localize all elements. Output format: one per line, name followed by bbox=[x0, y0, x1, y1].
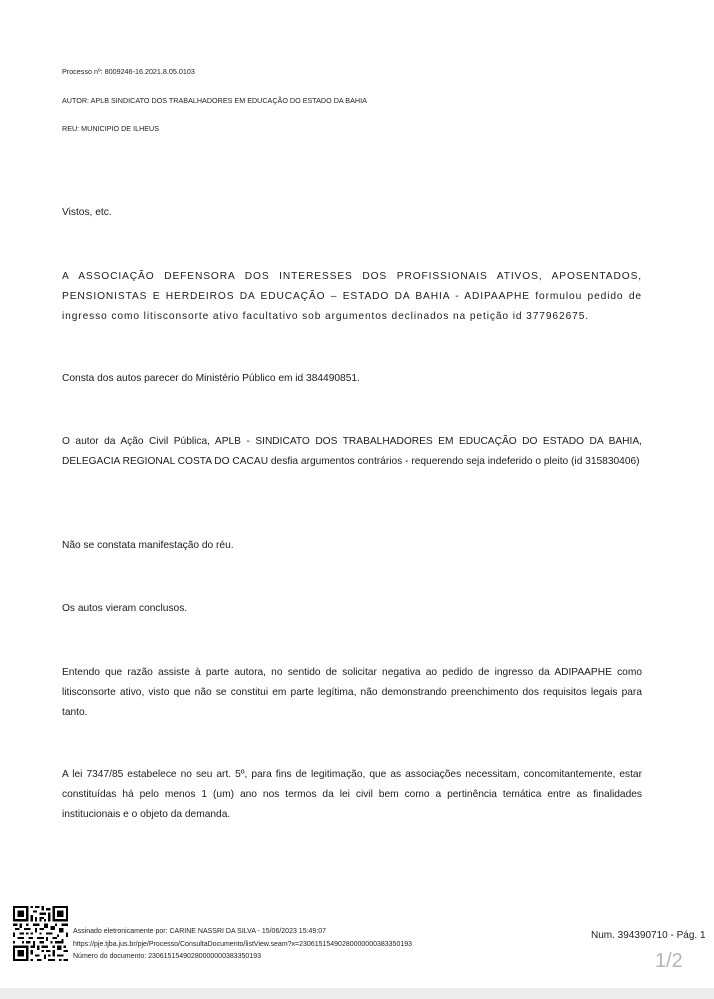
paragraph-decision-reasoning: Entendo que razão assiste à parte autora, no sentido de solicitar negativa ao pedido de ingresso da ADIPAAPHE como litisconsorte ativo, visto que não se constitui em parte legítima, não demonstrando preenchimento dos requisitos legais para tanto. bbox=[62, 667, 642, 718]
signature-line: Assinado eletronicamente por: CARINE NASSRI DA SILVA - 15/06/2023 15:49:07 bbox=[73, 928, 327, 935]
process-number: Processo nº: 8009246-16.2021.8.05.0103 bbox=[62, 67, 195, 76]
qr-code-icon bbox=[13, 906, 68, 961]
paragraph-adipaaphe-request: A ASSOCIAÇÃO DEFENSORA DOS INTERESSES DOS PROFISSIONAIS ATIVOS, APOSENTADOS, PENSIONISTAS E HERDEIROS DA EDUCAÇÃO – ESTADO DA BAHIA - ADIPAAPHE formulou pedido de ingresso como litisconsorte ativo facultativo sob argumentos declinados na petição id 377962675. bbox=[62, 271, 642, 322]
plaintiff-line: AUTOR: APLB SINDICATO DOS TRABALHADORES EM EDUCAÇÃO DO ESTADO DA BAHIA bbox=[62, 96, 367, 105]
document-url-link[interactable]: https://pje.tjba.jus.br/pje/Processo/ConsultaDocumento/listView.seam?x=23061515490280000000383350193 bbox=[73, 941, 413, 948]
paragraph-lei-7347: A lei 7347/85 estabelece no seu art. 5º, para fins de legitimação, que as associações necessitam, concomitantemente, estar constituídas há pelo menos 1 (um) ano nos termos da lei civil bem como a pertinência temática entre as finalidades institucionais e o objeto da demanda. bbox=[62, 769, 642, 820]
bottom-bar bbox=[0, 988, 714, 999]
paragraph-conclusos: Os autos vieram conclusos. bbox=[62, 603, 188, 614]
defendant-line: REU: MUNICIPIO DE ILHEUS bbox=[62, 124, 160, 133]
vistos-line: Vistos, etc. bbox=[62, 207, 112, 218]
paragraph-plaintiff-arguments: O autor da Ação Civil Pública, APLB - SINDICATO DOS TRABALHADORES EM EDUCAÇÃO DO ESTADO DA BAHIA, DELEGACIA REGIONAL COSTA DO CACAU desfia argumentos contrários - requerendo seja indeferido o pleito (id 315830406) bbox=[62, 436, 642, 467]
paragraph-ministerio-publico: Consta dos autos parecer do Ministério Público em id 384490851. bbox=[62, 373, 360, 384]
num-page-label: Num. 394390710 - Pág. 1 bbox=[591, 930, 706, 941]
paragraph-defendant: Não se constata manifestação do réu. bbox=[62, 540, 234, 551]
page-indicator: 1/2 bbox=[655, 950, 683, 972]
document-number: Número do documento: 23061515490280000000383350193 bbox=[73, 953, 261, 960]
